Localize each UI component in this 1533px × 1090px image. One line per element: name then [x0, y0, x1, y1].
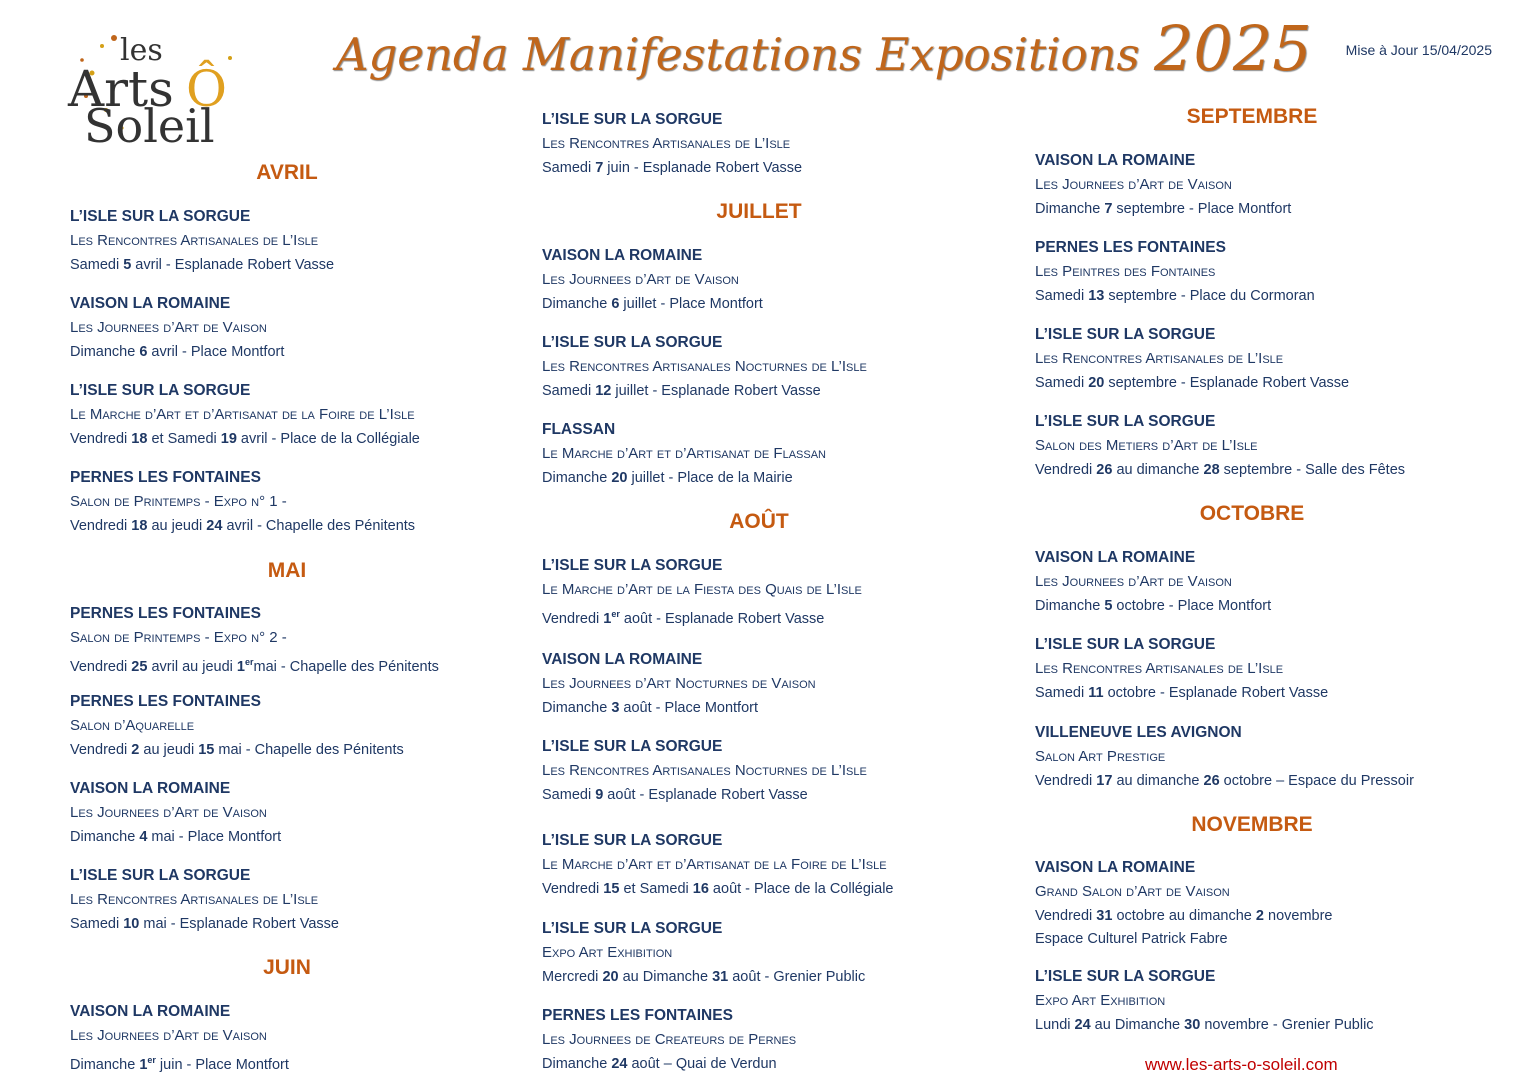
- event-name: Les Rencontres Artisanales Nocturnes de L’Isle: [542, 358, 867, 375]
- event-town: L’ISLE SUR LA SORGUE: [542, 111, 723, 128]
- date-text: août - Grenier Public: [728, 969, 866, 985]
- event-item: [70, 602, 510, 679]
- date-text: Samedi: [542, 383, 596, 399]
- event-town: L’ISLE SUR LA SORGUE: [542, 557, 723, 574]
- event-town: PERNES LES FONTAINES: [542, 1007, 733, 1024]
- event-town: L’ISLE SUR LA SORGUE: [1035, 413, 1216, 430]
- event-name: Le Marche d’Art de la Fiesta des Quais de L’Isle: [542, 581, 862, 598]
- event-item: [1035, 546, 1475, 618]
- date-text: août - Esplanade Robert Vasse: [603, 787, 808, 803]
- date-text: novembre - Grenier Public: [1200, 1017, 1374, 1033]
- event-date: [70, 1048, 510, 1077]
- date-number: 10: [123, 916, 140, 932]
- event-town: L’ISLE SUR LA SORGUE: [542, 738, 723, 755]
- date-text: Dimanche: [1035, 598, 1105, 614]
- event-name: Grand Salon d’Art de Vaison: [1035, 883, 1230, 900]
- date-number: 24: [1074, 1017, 1091, 1033]
- event-name: Les Rencontres Artisanales de L’Isle: [1035, 660, 1284, 677]
- event-item: [542, 648, 982, 720]
- event-item: [1035, 633, 1475, 705]
- date-number: 20: [611, 470, 628, 486]
- event-name: Salon Art Prestige: [1035, 748, 1166, 765]
- event-item: [542, 1004, 982, 1076]
- event-item: [542, 554, 982, 631]
- event-town: VAISON LA ROMAINE: [542, 247, 703, 264]
- les-arts-o-soleil-logo: [62, 18, 242, 146]
- event-item: [542, 418, 982, 490]
- event-date: [542, 379, 982, 403]
- date-number: 7: [595, 160, 604, 176]
- event-name: Salon d’Aquarelle: [70, 717, 195, 734]
- event-town: L’ISLE SUR LA SORGUE: [1035, 968, 1216, 985]
- date-number: 15: [198, 742, 215, 758]
- event-date: [542, 1052, 982, 1076]
- event-item: [1035, 323, 1475, 395]
- date-number: 31: [1096, 908, 1113, 924]
- date-number: 31: [712, 969, 729, 985]
- date-number: 26: [1203, 773, 1220, 789]
- date-text: Samedi: [1035, 685, 1089, 701]
- event-name: Les Journees d’Art de Vaison: [542, 271, 739, 288]
- event-town: PERNES LES FONTAINES: [70, 469, 261, 486]
- event-name: Le Marche d’Art et d’Artisanat de la Foire de L’Isle: [70, 406, 415, 423]
- date-text: octobre - Place Montfort: [1112, 598, 1272, 614]
- event-item: [70, 777, 510, 849]
- event-town: PERNES LES FONTAINES: [70, 693, 261, 710]
- event-item: [70, 1000, 510, 1077]
- event-item: [1035, 965, 1475, 1037]
- date-text: Dimanche: [1035, 201, 1105, 217]
- event-town: VILLENEUVE LES AVIGNON: [1035, 724, 1242, 741]
- logo-line-3: Ô: [186, 60, 227, 118]
- date-number: 18: [131, 431, 148, 447]
- date-text: au dimanche: [1112, 462, 1204, 478]
- date-number: 25: [131, 658, 148, 675]
- event-date: [542, 466, 982, 490]
- event-name: Le Marche d’Art et d’Artisanat de la Foire de L’Isle: [542, 856, 887, 873]
- date-text: août - Esplanade Robert Vasse: [619, 610, 825, 627]
- date-number: 6: [139, 344, 148, 360]
- event-item: [1035, 410, 1475, 482]
- event-date: [542, 877, 982, 901]
- date-number: 24: [611, 1056, 628, 1072]
- date-text: Dimanche: [542, 296, 612, 312]
- event-date: [1035, 1013, 1475, 1037]
- date-number: 5: [123, 257, 132, 273]
- date-number: 13: [1088, 288, 1105, 304]
- date-number: 24: [206, 518, 223, 534]
- date-ordinal: er: [611, 609, 620, 619]
- date-text: Samedi: [1035, 375, 1089, 391]
- event-name: Les Journees d’Art de Vaison: [70, 319, 267, 336]
- date-number: 6: [611, 296, 620, 312]
- event-town: L’ISLE SUR LA SORGUE: [1035, 636, 1216, 653]
- website-link[interactable]: www.les-arts-o-soleil.com: [1145, 1055, 1338, 1074]
- date-text: au Dimanche: [1090, 1017, 1185, 1033]
- date-text: juillet - Place de la Mairie: [627, 470, 793, 486]
- date-number: 1: [603, 610, 612, 627]
- date-number: 16: [692, 881, 709, 897]
- update-date: Mise à Jour 15/04/2025: [1345, 42, 1492, 58]
- event-town: L’ISLE SUR LA SORGUE: [542, 334, 723, 351]
- event-date: [70, 912, 510, 936]
- event-date: [70, 738, 510, 762]
- event-item: [1035, 856, 1475, 950]
- date-text: août - Place Montfort: [619, 700, 759, 716]
- date-number: 28: [1203, 462, 1220, 478]
- event-venue: Espace Culturel Patrick Fabre: [1035, 931, 1228, 947]
- title-text: Agenda Manifestations Expositions: [336, 28, 1140, 81]
- date-text: avril - Place Montfort: [147, 344, 285, 360]
- date-number: 5: [1104, 598, 1113, 614]
- date-text: Dimanche: [542, 1056, 612, 1072]
- event-town: VAISON LA ROMAINE: [70, 1003, 231, 1020]
- event-date: [1035, 371, 1475, 395]
- date-text: septembre - Place Montfort: [1112, 201, 1292, 217]
- date-text: au jeudi: [139, 742, 199, 758]
- event-name: Les Rencontres Artisanales de L’Isle: [1035, 350, 1284, 367]
- event-item: [542, 331, 982, 403]
- event-town: VAISON LA ROMAINE: [70, 295, 231, 312]
- event-item: [70, 205, 510, 277]
- month-heading: MAI: [267, 559, 307, 582]
- event-item: [70, 466, 510, 538]
- date-text: Vendredi: [70, 742, 132, 758]
- date-text: Samedi: [70, 257, 124, 273]
- event-item: [542, 244, 982, 316]
- date-text: Dimanche: [70, 344, 140, 360]
- event-item: [70, 379, 510, 451]
- date-number: 26: [1096, 462, 1113, 478]
- date-ordinal: er: [244, 657, 254, 667]
- month-heading: OCTOBRE: [1199, 502, 1305, 525]
- event-name: Les Journees d’Art de Vaison: [1035, 176, 1232, 193]
- event-item: [542, 829, 982, 901]
- date-text: septembre - Place du Cormoran: [1104, 288, 1315, 304]
- event-date: [70, 650, 510, 679]
- event-town: VAISON LA ROMAINE: [70, 780, 231, 797]
- date-text: août - Place de la Collégiale: [708, 881, 894, 897]
- month-heading: AOÛT: [729, 510, 789, 533]
- event-item: [1035, 236, 1475, 308]
- date-number: 17: [1096, 773, 1113, 789]
- event-name: Les Journees d’Art de Vaison: [70, 1027, 267, 1044]
- event-date: [70, 514, 510, 538]
- date-ordinal: er: [147, 1055, 156, 1065]
- event-date: [1035, 197, 1475, 221]
- date-text: novembre: [1263, 908, 1333, 924]
- date-text: mai - Chapelle des Pénitents: [214, 742, 404, 758]
- event-town: VAISON LA ROMAINE: [1035, 549, 1196, 566]
- event-town: VAISON LA ROMAINE: [1035, 859, 1196, 876]
- date-text: au jeudi: [147, 518, 207, 534]
- date-text: août – Quai de Verdun: [627, 1056, 777, 1072]
- event-item: [542, 917, 982, 989]
- event-item: [1035, 149, 1475, 221]
- date-text: Lundi: [1035, 1017, 1075, 1033]
- date-text: Dimanche: [70, 829, 140, 845]
- event-name: Les Rencontres Artisanales de L’Isle: [542, 135, 791, 152]
- event-town: L’ISLE SUR LA SORGUE: [542, 832, 723, 849]
- date-text: juin - Place Montfort: [155, 1056, 289, 1073]
- date-text: avril - Chapelle des Pénitents: [222, 518, 416, 534]
- event-town: VAISON LA ROMAINE: [1035, 152, 1196, 169]
- date-text: et Samedi: [619, 881, 693, 897]
- month-heading: JUIN: [263, 956, 311, 979]
- date-text: mai - Chapelle des Pénitents: [253, 658, 439, 675]
- event-name: Les Rencontres Artisanales de L’Isle: [70, 232, 319, 249]
- logo-line-1: les: [120, 33, 163, 68]
- date-text: Samedi: [1035, 288, 1089, 304]
- event-name: Les Journees de Createurs de Pernes: [542, 1031, 797, 1048]
- month-heading: NOVEMBRE: [1191, 813, 1313, 836]
- event-name: Salon de Printemps - Expo n° 2 -: [70, 629, 287, 646]
- date-text: avril - Place de la Collégiale: [236, 431, 420, 447]
- event-date: [1035, 904, 1475, 928]
- month-heading: SEPTEMBRE: [1186, 105, 1318, 128]
- logo-line-2: Arts: [68, 60, 174, 118]
- event-date: [1035, 681, 1475, 705]
- event-town: PERNES LES FONTAINES: [70, 605, 261, 622]
- event-date: [542, 783, 982, 807]
- month-heading: AVRIL: [256, 161, 318, 184]
- date-number: 2: [1255, 908, 1264, 924]
- date-number: 1: [236, 658, 245, 675]
- date-number: 11: [1088, 685, 1104, 701]
- date-text: juin - Esplanade Robert Vasse: [603, 160, 803, 176]
- title-year: 2025: [1153, 12, 1312, 85]
- event-item: [70, 864, 510, 936]
- event-date: [542, 696, 982, 720]
- event-date: [542, 292, 982, 316]
- event-town: L’ISLE SUR LA SORGUE: [70, 208, 251, 225]
- event-town: FLASSAN: [542, 421, 616, 438]
- date-text: Vendredi: [70, 431, 132, 447]
- date-text: mai - Place Montfort: [147, 829, 282, 845]
- date-number: 15: [603, 881, 620, 897]
- event-town: L’ISLE SUR LA SORGUE: [542, 920, 723, 937]
- event-item: [1035, 721, 1475, 793]
- event-item: [70, 292, 510, 364]
- event-name: Les Journees d’Art de Vaison: [70, 804, 267, 821]
- date-number: 20: [602, 969, 619, 985]
- date-text: Vendredi: [1035, 908, 1097, 924]
- event-date: [70, 253, 510, 277]
- event-name: Expo Art Exhibition: [542, 944, 673, 961]
- event-name: Les Rencontres Artisanales Nocturnes de L’Isle: [542, 762, 867, 779]
- event-date: [1035, 769, 1475, 793]
- date-text: Mercredi: [542, 969, 603, 985]
- date-text: Vendredi: [1035, 773, 1097, 789]
- date-text: juillet - Place Montfort: [619, 296, 763, 312]
- date-text: Vendredi: [70, 658, 132, 675]
- event-date: [542, 965, 982, 989]
- date-text: avril - Esplanade Robert Vasse: [131, 257, 335, 273]
- date-text: Vendredi: [542, 610, 604, 627]
- event-name: Salon de Printemps - Expo n° 1 -: [70, 493, 287, 510]
- month-heading: JUILLET: [716, 200, 802, 223]
- logo-line-4: Soleil: [84, 99, 215, 146]
- date-text: Vendredi: [542, 881, 604, 897]
- date-text: mai - Esplanade Robert Vasse: [139, 916, 339, 932]
- date-text: au dimanche: [1112, 773, 1204, 789]
- date-text: Vendredi: [1035, 462, 1097, 478]
- event-name: Les Rencontres Artisanales de L’Isle: [70, 891, 319, 908]
- event-date: [70, 825, 510, 849]
- date-text: avril au jeudi: [147, 658, 237, 675]
- date-text: juillet - Esplanade Robert Vasse: [611, 383, 821, 399]
- event-town: L’ISLE SUR LA SORGUE: [70, 382, 251, 399]
- date-text: Samedi: [70, 916, 124, 932]
- event-date: [70, 427, 510, 451]
- date-text: Vendredi: [70, 518, 132, 534]
- date-number: 19: [220, 431, 237, 447]
- date-number: 2: [131, 742, 140, 758]
- event-date: [1035, 284, 1475, 308]
- date-text: octobre au dimanche: [1112, 908, 1256, 924]
- event-date: [542, 156, 982, 180]
- date-text: Dimanche: [542, 470, 612, 486]
- date-text: Samedi: [542, 787, 596, 803]
- date-text: septembre - Esplanade Robert Vasse: [1104, 375, 1350, 391]
- event-item: [70, 690, 510, 762]
- date-number: 9: [595, 787, 604, 803]
- event-date: [542, 602, 982, 631]
- event-name: Le Marche d’Art et d’Artisanat de Flassan: [542, 445, 826, 462]
- date-text: et Samedi: [147, 431, 221, 447]
- date-text: Samedi: [542, 160, 596, 176]
- date-number: 18: [131, 518, 148, 534]
- page-title: [336, 12, 1312, 92]
- event-name: Les Peintres des Fontaines: [1035, 263, 1216, 280]
- event-town: L’ISLE SUR LA SORGUE: [1035, 326, 1216, 343]
- event-town: PERNES LES FONTAINES: [1035, 239, 1226, 256]
- date-text: octobre - Esplanade Robert Vasse: [1103, 685, 1329, 701]
- date-text: au Dimanche: [618, 969, 713, 985]
- event-town: VAISON LA ROMAINE: [542, 651, 703, 668]
- event-name: Les Journees d’Art de Vaison: [1035, 573, 1232, 590]
- event-item: [542, 108, 982, 180]
- event-name: Salon des Metiers d’Art de L’Isle: [1035, 437, 1258, 454]
- date-number: 3: [611, 700, 620, 716]
- date-number: 12: [595, 383, 612, 399]
- date-number: 20: [1088, 375, 1105, 391]
- date-number: 7: [1104, 201, 1113, 217]
- event-date: [1035, 458, 1475, 482]
- event-town: L’ISLE SUR LA SORGUE: [70, 867, 251, 884]
- date-text: Dimanche: [70, 1056, 140, 1073]
- date-text: septembre - Salle des Fêtes: [1219, 462, 1406, 478]
- date-number: 4: [139, 829, 148, 845]
- date-text: octobre – Espace du Pressoir: [1219, 773, 1414, 789]
- event-date: [70, 340, 510, 364]
- event-date: [1035, 594, 1475, 618]
- event-name: Expo Art Exhibition: [1035, 992, 1166, 1009]
- date-number: 1: [139, 1056, 148, 1073]
- event-item: [542, 735, 982, 807]
- event-name: Les Journees d’Art Nocturnes de Vaison: [542, 675, 816, 692]
- date-text: Dimanche: [542, 700, 612, 716]
- date-number: 30: [1184, 1017, 1201, 1033]
